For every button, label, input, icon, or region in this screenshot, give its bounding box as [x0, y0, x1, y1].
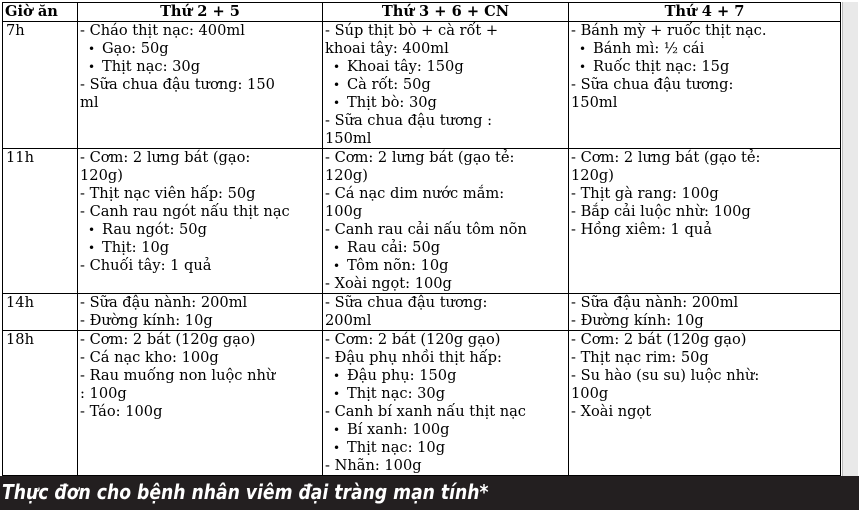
menu-line: - Xoài ngọt: [571, 403, 652, 420]
menu-cell-wed-sat: [569, 149, 841, 294]
header-mon-thu: Thứ 2 + 5: [78, 3, 323, 22]
menu-line: - Táo: 100g: [80, 403, 163, 420]
header-tue-fri-sun: Thứ 3 + 6 + CN: [323, 3, 569, 22]
menu-line: - Thịt nạc rim: 50g: [571, 349, 709, 366]
ingredient-item: • Thịt nạc: 10g: [325, 439, 566, 457]
meal-time-cell: 11h: [3, 149, 78, 294]
menu-line: 120g): [325, 167, 368, 184]
menu-line: 120g): [80, 167, 123, 184]
menu-cell-mon-thu: [78, 149, 323, 294]
menu-line: - Sữa chua đậu tương:: [325, 294, 488, 311]
menu-cell-tue-fri-sun: [323, 331, 569, 476]
meal-time-cell: 7h: [3, 22, 78, 149]
menu-cell-tue-fri-sun: [323, 149, 569, 294]
ingredient-item: • Thịt: 10g: [80, 239, 320, 257]
menu-line: - Sữa chua đậu tương: 150: [80, 76, 275, 93]
menu-line: - Rau muống non luộc nhừ: [80, 367, 276, 384]
ingredient-item: • Bánh mì: ½ cái: [571, 40, 838, 58]
menu-line: - Canh bí xanh nấu thịt nạc: [325, 403, 526, 420]
menu-line: - Canh rau ngót nấu thịt nạc: [80, 203, 290, 220]
menu-line: - Cơm: 2 bát (120g gạo): [571, 331, 747, 348]
menu-line: - Cá nạc dim nước mắm:: [325, 185, 505, 202]
menu-line: - Cá nạc kho: 100g: [80, 349, 219, 366]
menu-line: 200ml: [325, 312, 372, 329]
menu-cell-tue-fri-sun: [323, 22, 569, 149]
menu-line: 100g: [571, 385, 609, 402]
menu-line: - Nhãn: 100g: [325, 457, 422, 474]
menu-line: 150ml: [325, 130, 372, 147]
menu-line: ml: [80, 94, 99, 111]
caption-bar: [0, 476, 859, 510]
menu-cell-tue-fri-sun: [323, 294, 569, 331]
meal-time-cell: 14h: [3, 294, 78, 331]
ingredient-item: • Ruốc thịt nạc: 15g: [571, 58, 838, 76]
ingredient-item: • Rau cải: 50g: [325, 239, 566, 257]
ingredient-item: • Thịt bò: 30g: [325, 94, 566, 112]
ingredient-item: • Thịt nạc: 30g: [80, 58, 320, 76]
meal-row-11h: [3, 149, 841, 294]
meal-plan-table: [2, 2, 841, 476]
menu-line: - Xoài ngọt: 100g: [325, 275, 452, 292]
menu-line: - Đường kính: 10g: [571, 312, 704, 329]
menu-cell-mon-thu: [78, 331, 323, 476]
right-margin-strip: [842, 2, 858, 476]
menu-line: - Cơm: 2 lưng bát (gạo tẻ:: [325, 149, 515, 166]
menu-line: - Canh rau cải nấu tôm nõn: [325, 221, 527, 238]
menu-cell-mon-thu: [78, 294, 323, 331]
menu-line: - Cháo thịt nạc: 400ml: [80, 22, 245, 39]
menu-line: - Chuối tây: 1 quả: [80, 257, 212, 274]
meal-row-7h: [3, 22, 841, 149]
caption-title: Thực đơn cho bệnh nhân viêm đại tràng mạn tính*: [2, 480, 489, 504]
ingredient-item: • Cà rốt: 50g: [325, 76, 566, 94]
menu-line: - Sữa chua đậu tương :: [325, 112, 493, 129]
menu-line: - Cơm: 2 lưng bát (gạo:: [80, 149, 251, 166]
ingredient-item: • Rau ngót: 50g: [80, 221, 320, 239]
menu-cell-wed-sat: [569, 22, 841, 149]
ingredient-item: • Bí xanh: 100g: [325, 421, 566, 439]
ingredient-item: • Gạo: 50g: [80, 40, 320, 58]
header-wed-sat: Thứ 4 + 7: [569, 3, 841, 22]
menu-line: - Bánh mỳ + ruốc thịt nạc.: [571, 22, 767, 39]
menu-cell-mon-thu: [78, 22, 323, 149]
menu-line: 120g): [571, 167, 614, 184]
menu-line: - Thịt nạc viên hấp: 50g: [80, 185, 256, 202]
menu-line: 100g: [325, 203, 363, 220]
menu-line: - Đường kính: 10g: [80, 312, 213, 329]
menu-line: - Đậu phụ nhồi thịt hấp:: [325, 349, 502, 366]
ingredient-item: • Đậu phụ: 150g: [325, 367, 566, 385]
menu-line: - Sữa chua đậu tương:: [571, 76, 734, 93]
header-row: [3, 3, 841, 22]
menu-line: - Cơm: 2 lưng bát (gạo tẻ:: [571, 149, 761, 166]
menu-line: khoai tây: 400ml: [325, 40, 449, 57]
menu-line: - Sữa đậu nành: 200ml: [80, 294, 248, 311]
ingredient-item: • Tôm nõn: 10g: [325, 257, 566, 275]
menu-line: - Thịt gà rang: 100g: [571, 185, 719, 202]
menu-cell-wed-sat: [569, 294, 841, 331]
menu-line: - Sữa đậu nành: 200ml: [571, 294, 739, 311]
menu-line: - Cơm: 2 bát (120g gạo): [80, 331, 256, 348]
menu-line: 150ml: [571, 94, 618, 111]
meal-row-18h: [3, 331, 841, 476]
menu-line: : 100g: [80, 385, 127, 402]
menu-line: - Hồng xiêm: 1 quả: [571, 221, 712, 238]
menu-line: - Su hào (su su) luộc nhừ:: [571, 367, 760, 384]
header-meal-time: Giờ ăn: [3, 3, 78, 22]
menu-line: - Cơm: 2 bát (120g gạo): [325, 331, 501, 348]
menu-cell-wed-sat: [569, 331, 841, 476]
meal-time-cell: 18h: [3, 331, 78, 476]
menu-line: - Bắp cải luộc nhừ: 100g: [571, 203, 751, 220]
menu-line: - Súp thịt bò + cà rốt +: [325, 22, 499, 39]
meal-row-14h: [3, 294, 841, 331]
ingredient-item: • Khoai tây: 150g: [325, 58, 566, 76]
ingredient-item: • Thịt nạc: 30g: [325, 385, 566, 403]
